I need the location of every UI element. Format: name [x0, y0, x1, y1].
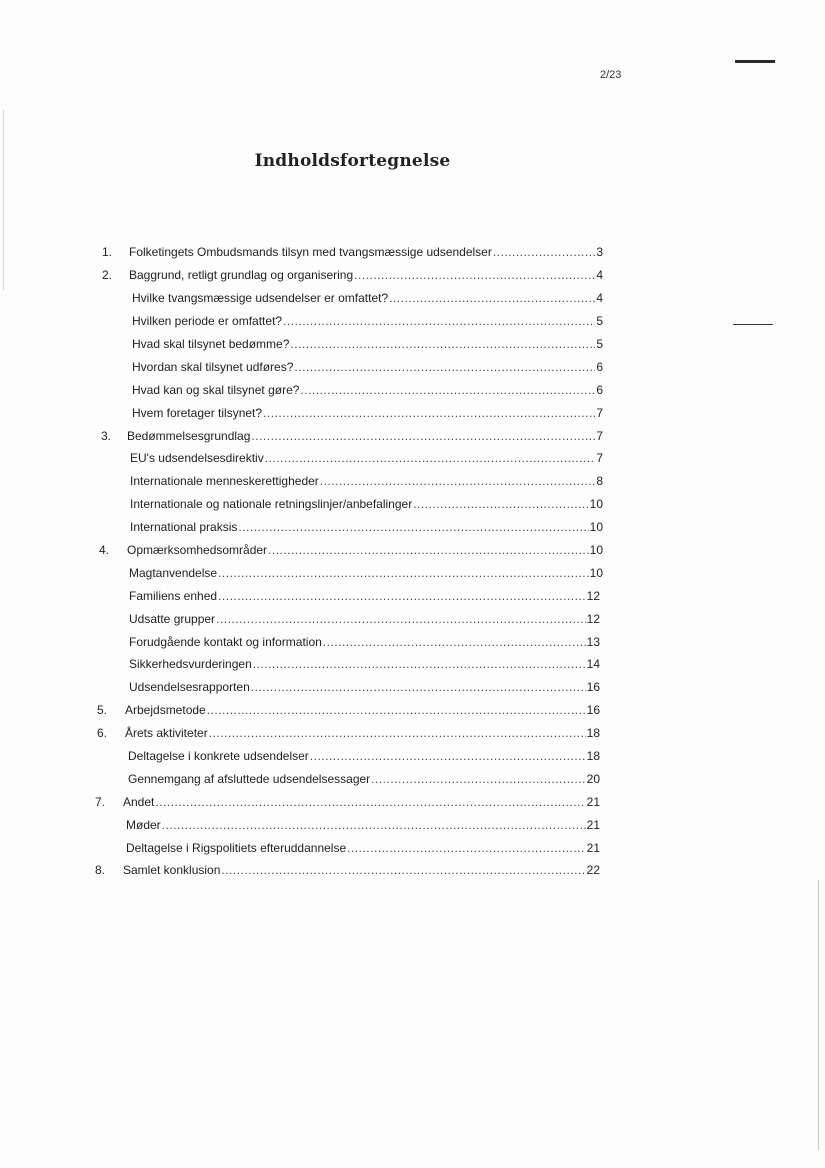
- toc-entry-page: 5: [596, 337, 603, 351]
- toc-dot-leader: [371, 772, 585, 786]
- toc-entry: [0, 676, 825, 699]
- toc-entry-label: Hvad kan og skal tilsynet gøre?: [132, 382, 300, 397]
- toc-entry-page: 7: [596, 451, 603, 466]
- toc-entry: [0, 264, 825, 287]
- toc-entry-number: 4.: [99, 543, 110, 558]
- toc-entry-body: [132, 406, 603, 420]
- toc-entry-page: 4: [596, 291, 603, 306]
- toc-entry-number: 6.: [97, 726, 108, 741]
- toc-entry-page: 22: [586, 863, 600, 878]
- toc-dot-leader: [218, 566, 589, 580]
- toc-entry-page: 18: [586, 749, 600, 764]
- toc-entry: [0, 493, 825, 516]
- toc-entry-page: 21: [586, 794, 600, 809]
- toc-entry-number: 7.: [95, 794, 106, 809]
- toc-entry: [0, 607, 825, 630]
- toc-entry-page: 3: [596, 245, 603, 260]
- toc-entry: [0, 859, 825, 882]
- toc-entry-body: [129, 612, 600, 626]
- toc-title: Indholdsfortegnelse: [254, 151, 451, 171]
- toc-entry: [0, 699, 825, 722]
- toc-entry-label: EU's udsendelsesdirektiv: [130, 451, 264, 466]
- toc-entry-body: [129, 245, 603, 259]
- toc-dot-leader: [290, 337, 595, 351]
- toc-dot-leader: [216, 612, 586, 626]
- toc-entry-body: [130, 474, 603, 488]
- toc-entry-body: [129, 635, 600, 649]
- toc-entry-body: [128, 749, 600, 763]
- toc-dot-leader: [320, 474, 596, 488]
- margin-mark-top: [735, 60, 775, 63]
- toc-dot-leader: [389, 291, 595, 305]
- toc-entry-page: 7: [596, 405, 603, 420]
- toc-entry: [0, 401, 825, 424]
- toc-entry-label: Familiens enhed: [129, 588, 218, 603]
- toc-entry-body: [128, 772, 600, 786]
- toc-dot-leader: [493, 245, 595, 259]
- toc-entry-body: [129, 566, 603, 580]
- toc-entry-body: [132, 383, 603, 397]
- toc-entry-label: Opmærksomhedsområder: [127, 543, 268, 558]
- toc-dot-leader: [162, 818, 586, 832]
- toc-entry-label: Arbejdsmetode: [125, 703, 206, 718]
- toc-entry-label: Hvem foretager tilsynet?: [132, 405, 263, 420]
- toc-entry-label: Sikkerhedsvurderingen: [129, 657, 252, 672]
- toc-entry-label: Hvilke tvangsmæssige udsendelser er omfattet?: [132, 291, 389, 306]
- toc-entry: [0, 813, 825, 836]
- toc-dot-leader: [268, 543, 589, 557]
- toc-entry: [0, 516, 825, 539]
- toc-entry-page: 20: [586, 771, 600, 786]
- toc-entry-label: Hvilken periode er omfattet?: [132, 314, 283, 329]
- toc-dot-leader: [238, 520, 588, 534]
- toc-entry-body: [129, 657, 600, 671]
- toc-entry-page: 10: [589, 520, 603, 535]
- toc-entry: [0, 539, 825, 562]
- toc-dot-leader: [323, 635, 586, 649]
- toc-entry: [0, 355, 825, 378]
- toc-entry-label: Hvordan skal tilsynet udføres?: [132, 359, 294, 374]
- toc-entry-body: [129, 589, 600, 603]
- toc-dot-leader: [294, 360, 595, 374]
- toc-entry: [0, 584, 825, 607]
- toc-entry-label: Andet: [123, 794, 155, 809]
- toc-entry-body: [126, 818, 600, 832]
- toc-entry-page: 6: [596, 359, 603, 374]
- toc-entry-body: [129, 680, 600, 694]
- toc-dot-leader: [218, 589, 586, 603]
- toc-entry: [0, 836, 825, 859]
- toc-entry: [0, 790, 825, 813]
- toc-entry-body: [132, 291, 603, 305]
- table-of-contents: [0, 241, 825, 882]
- toc-dot-leader: [283, 314, 595, 328]
- toc-entry-page: 21: [586, 817, 600, 832]
- toc-entry: [0, 653, 825, 676]
- toc-entry: [0, 310, 825, 333]
- toc-entry-body: [130, 451, 603, 465]
- toc-dot-leader: [253, 657, 586, 671]
- toc-dot-leader: [209, 726, 586, 740]
- toc-entry-label: Internationale menneskerettigheder: [130, 474, 319, 489]
- toc-entry-body: [125, 703, 600, 717]
- toc-entry-page: 12: [586, 611, 600, 626]
- toc-entry-label: Bedømmelsesgrundlag: [127, 428, 251, 443]
- toc-dot-leader: [155, 795, 585, 809]
- toc-dot-leader: [221, 863, 585, 877]
- toc-entry-body: [126, 841, 600, 855]
- toc-entry-label: Internationale og nationale retningslinjer/anbefalinger: [130, 497, 413, 512]
- scan-edge-right: [818, 880, 819, 1150]
- toc-entry-body: [125, 726, 600, 740]
- toc-dot-leader: [265, 451, 596, 465]
- toc-dot-leader: [354, 268, 595, 282]
- toc-entry: [0, 630, 825, 653]
- toc-entry: [0, 287, 825, 310]
- toc-entry-body: [130, 520, 603, 534]
- toc-entry-page: 14: [586, 657, 600, 672]
- toc-entry-page: 18: [586, 726, 600, 741]
- toc-dot-leader: [207, 703, 586, 717]
- toc-dot-leader: [263, 406, 595, 420]
- toc-entry: [0, 378, 825, 401]
- toc-entry-label: Samlet konklusion: [123, 863, 221, 878]
- toc-dot-leader: [310, 749, 586, 763]
- toc-entry-body: [132, 337, 603, 351]
- toc-entry-body: [123, 795, 600, 809]
- toc-entry-body: [132, 360, 603, 374]
- toc-entry-label: Magtanvendelse: [129, 565, 218, 580]
- toc-entry-label: Hvad skal tilsynet bedømme?: [132, 337, 290, 351]
- toc-entry-page: 5: [596, 314, 603, 329]
- toc-entry-label: Årets aktiviteter: [125, 726, 208, 741]
- toc-entry-page: 21: [586, 840, 600, 855]
- toc-entry-label: Baggrund, retligt grundlag og organisering: [129, 268, 354, 283]
- toc-entry-label: Deltagelse i konkrete udsendelser: [128, 749, 309, 764]
- toc-entry-page: 6: [596, 382, 603, 397]
- toc-entry-page: 12: [586, 588, 600, 603]
- toc-entry-label: Folketingets Ombudsmands tilsyn med tvangsmæssige udsendelser: [129, 245, 492, 260]
- toc-entry-number: 1.: [102, 245, 113, 260]
- toc-entry-page: 16: [586, 703, 600, 718]
- toc-entry-label: Gennemgang af afsluttede udsendelsessager: [128, 771, 371, 786]
- toc-entry-body: [132, 314, 603, 328]
- toc-entry-page: 16: [586, 680, 600, 695]
- toc-entry: [0, 470, 825, 493]
- toc-entry-page: 13: [586, 634, 600, 649]
- toc-entry: [0, 241, 825, 264]
- toc-dot-leader: [347, 841, 586, 855]
- toc-entry: [0, 722, 825, 745]
- toc-entry: [0, 447, 825, 470]
- toc-entry-label: Udsatte grupper: [129, 611, 216, 626]
- toc-entry-page: 7: [596, 428, 603, 443]
- toc-entry-page: 4: [596, 268, 603, 283]
- page-number: 2/23: [600, 69, 622, 81]
- toc-entry-page: 10: [589, 565, 603, 580]
- toc-entry-number: 3.: [101, 428, 112, 443]
- toc-entry-number: 2.: [102, 268, 113, 283]
- toc-entry-page: 10: [589, 497, 603, 512]
- toc-entry-label: Forudgående kontakt og information: [129, 634, 322, 649]
- toc-entry-body: [127, 429, 603, 443]
- toc-dot-leader: [251, 680, 586, 694]
- toc-entry: [0, 424, 825, 447]
- toc-entry-body: [130, 497, 603, 511]
- toc-entry-body: [129, 268, 603, 282]
- toc-dot-leader: [413, 497, 588, 511]
- toc-entry-body: [123, 863, 600, 877]
- toc-entry-body: [127, 543, 603, 557]
- toc-entry-label: International praksis: [130, 520, 238, 535]
- toc-entry: [0, 561, 825, 584]
- toc-entry-label: Møder: [126, 817, 161, 832]
- toc-entry-page: 10: [589, 543, 603, 558]
- toc-entry-label: Udsendelsesrapporten: [129, 680, 250, 695]
- toc-entry-page: 8: [596, 474, 603, 489]
- toc-dot-leader: [300, 383, 595, 397]
- toc-entry-label: Deltagelse i Rigspolitiets efteruddannelse: [126, 840, 347, 855]
- toc-entry-number: 8.: [95, 863, 106, 878]
- toc-entry: [0, 745, 825, 768]
- toc-entry: [0, 333, 825, 356]
- toc-entry: [0, 767, 825, 790]
- toc-entry-number: 5.: [97, 703, 108, 718]
- toc-dot-leader: [251, 429, 595, 443]
